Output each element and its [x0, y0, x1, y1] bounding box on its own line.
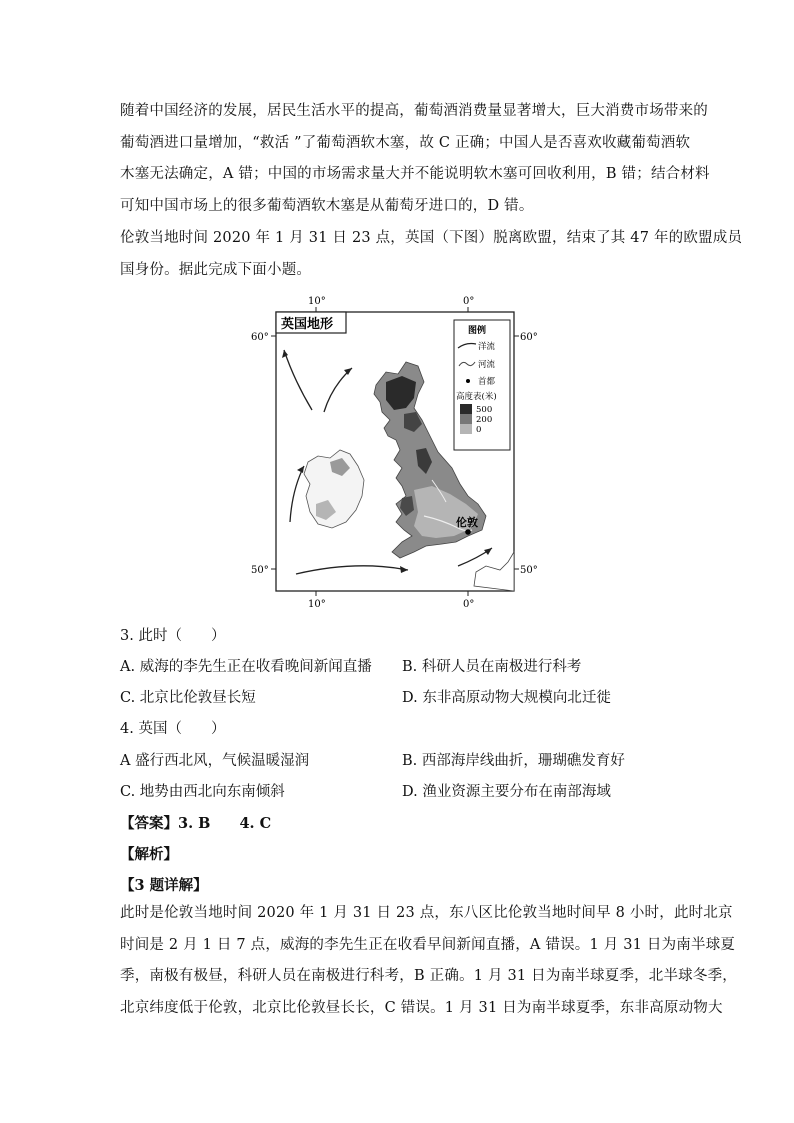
- elevation-swatch-high: [460, 404, 472, 414]
- elevation-swatch-mid: [460, 414, 472, 424]
- text-line: 季，南极有极昼，科研人员在南极进行科考，B 正确。1 月 31 日为南半球夏季，北半球冬季，: [120, 968, 737, 985]
- elevation-level: 500: [476, 405, 493, 415]
- question-4-option-d: D. 渔业资源主要分布在南部海域: [402, 784, 611, 800]
- answer-line: 【答案】3. B 4. C: [120, 815, 272, 832]
- text-line: 北京纬度低于伦敦，北京比伦敦昼长长，C 错误。1 月 31 日为南半球夏季，东非高原动物大: [120, 1000, 723, 1017]
- lat-label: 60°: [251, 332, 269, 343]
- capital-legend-icon: [466, 379, 470, 383]
- lon-label: 10°: [308, 296, 326, 307]
- elevation-swatch-low: [460, 424, 472, 434]
- paragraph-question-context: [120, 223, 743, 286]
- text-line: 国身份。据此完成下面小题。: [120, 261, 312, 278]
- text-line: 可知中国市场上的很多葡萄酒软木塞是从葡萄牙进口的，D 错。: [120, 198, 534, 215]
- question-3-option-c: C. 北京比伦敦昼长短: [120, 690, 256, 706]
- text-line: 时间是 2 月 1 日 7 点，威海的李先生正在收看早间新闻直播，A 错误。1 月 31 日为南半球夏: [120, 936, 736, 953]
- legend-current-label: 洋流: [478, 342, 496, 352]
- lon-label: 0°: [463, 599, 475, 610]
- london-label: 伦敦: [456, 516, 478, 529]
- uk-terrain-map: [246, 290, 546, 610]
- london-capital-marker: [465, 529, 471, 535]
- lon-label: 10°: [308, 599, 326, 610]
- text-line: 随着中国经济的发展，居民生活水平的提高，葡萄酒消费量显著增大，巨大消费市场带来的: [120, 103, 708, 119]
- text-line: 葡萄酒进口量增加，“救活 ”了葡萄酒软木塞，故 C 正确；中国人是否喜欢收藏葡萄酒软: [120, 134, 691, 151]
- question-3-option-b: B. 科研人员在南极进行科考: [402, 659, 582, 675]
- paragraph-explanation-2: [120, 96, 710, 223]
- question-3-option-a: A. 威海的李先生正在收看晚间新闻直播: [120, 659, 372, 675]
- question-4-option-b: B. 西部海岸线曲折，珊瑚礁发育好: [402, 753, 625, 769]
- lat-label: 50°: [251, 565, 269, 576]
- map-title: 英国地形: [281, 317, 334, 332]
- text-line: 此时是伦敦当地时间 2020 年 1 月 31 日 23 点，东八区比伦敦当地时间早 8 小时，此时北京: [120, 905, 733, 921]
- lat-label: 50°: [520, 565, 538, 576]
- analysis-label: 【解析】: [120, 846, 178, 863]
- paragraph-analysis-3: [120, 898, 737, 1025]
- legend-capital-label: 首都: [478, 377, 496, 387]
- legend-river-label: 河流: [478, 360, 496, 370]
- lat-label: 60°: [520, 332, 538, 343]
- legend-elevation-title: 高度表(米): [456, 392, 497, 402]
- lon-label: 0°: [463, 296, 475, 307]
- question-3-stem: 3. 此时（ ）: [120, 628, 226, 644]
- text-line: 木塞无法确定，A 错；中国的市场需求量大并不能说明软木塞可回收利用，B 错；结合材料: [120, 166, 710, 183]
- legend-title: 图例: [468, 326, 487, 336]
- detail-label: 【3 题详解】: [120, 877, 208, 894]
- elevation-level: 200: [476, 415, 493, 425]
- text-line: 伦敦当地时间 2020 年 1 月 31 日 23 点，英国（下图）脱离欧盟，结束了其 47 年的欧盟成员: [120, 230, 743, 246]
- map-legend: [454, 320, 510, 450]
- elevation-level: 0: [476, 425, 482, 435]
- question-3-option-d: D. 东非高原动物大规模向北迁徙: [402, 690, 611, 706]
- question-4-stem: 4. 英国（ ）: [120, 721, 226, 737]
- question-4-option-a: A 盛行西北风，气候温暖湿润: [120, 753, 310, 769]
- map-svg: [246, 290, 546, 610]
- question-4-option-c: C. 地势由西北向东南倾斜: [120, 784, 285, 800]
